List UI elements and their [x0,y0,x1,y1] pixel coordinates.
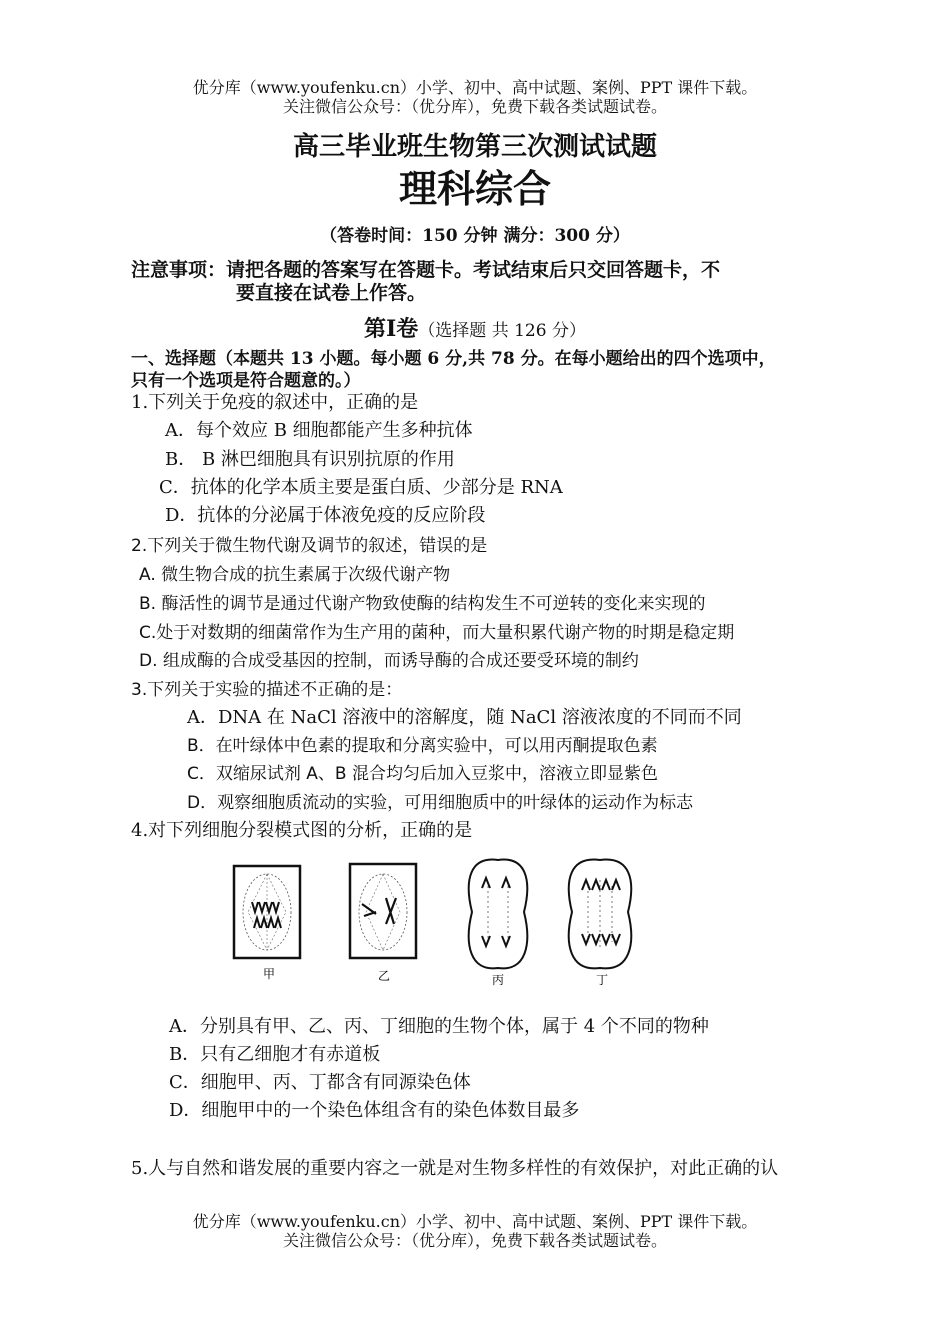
question-1-stem: 1.下列关于免疫的叙述中，正确的是 [131,392,419,413]
section-instructions-2: 只有一个选项是符合题意的。） [131,371,361,391]
section-instructions-1: 一、选择题（本题共 13 小题。每小题 6 分,共 78 分。在每小题给出的四个选项中， [131,349,776,369]
part-subtitle: （选择题 共 126 分） [418,321,586,341]
exam-subtitle: 理科综合 [398,167,551,211]
figure-label-ding: 丁 [596,973,609,987]
exam-time-info: （答卷时间：150 分钟 满分：300 分） [320,226,630,246]
question-4-stem: 4.对下列细胞分裂模式图的分析，正确的是 [131,820,473,841]
question-1-option-a: A．每个效应 B 细胞都能产生多种抗体 [165,420,473,441]
notice-line-1: 注意事项：请把各题的答案写在答题卡。考试结束后只交回答题卡，不 [131,259,721,281]
question-1-option-b: B． B 淋巴细胞具有识别抗原的作用 [165,449,455,470]
question-3-option-c: C．双缩尿试剂 A、B 混合均匀后加入豆浆中，溶液立即显紫色 [187,764,658,784]
question-3-option-b: B．在叶绿体中色素的提取和分离实验中，可以用丙酮提取色素 [187,736,658,756]
question-4-option-b: B．只有乙细胞才有赤道板 [169,1044,381,1065]
figure-label-jia: 甲 [263,967,276,981]
question-5-stem: 5.人与自然和谐发展的重要内容之一就是对生物多样性的有效保护，对此正确的认 [131,1158,779,1179]
part-heading [0,312,950,343]
footer-line-1: 优分库（www.youfenku.cn）小学、初中、高中试题、案例、PPT 课件下载。 [192,1212,758,1231]
question-4-option-c: C．细胞甲、丙、丁都含有同源染色体 [169,1072,471,1093]
question-2-option-b: B. 酶活性的调节是通过代谢产物致使酶的结构发生不可逆转的变化来实现的 [139,594,706,614]
question-2-stem: 2.下列关于微生物代谢及调节的叙述，错误的是 [131,536,488,556]
question-2-option-a: A. 微生物合成的抗生素属于次级代谢产物 [139,565,451,585]
cell-bing-diagram [469,860,528,969]
figure-label-bing: 丙 [492,973,505,987]
header-line-1: 优分库（www.youfenku.cn）小学、初中、高中试题、案例、PPT 课件下载。 [192,78,758,97]
question-3-stem: 3.下列关于实验的描述不正确的是： [131,680,403,700]
cell-jia-diagram [234,866,300,958]
cell-division-figure [226,850,652,992]
question-4-option-d: D．细胞甲中的一个染色体组含有的染色体数目最多 [169,1100,580,1121]
notice-line-2: 要直接在试卷上作答。 [236,282,427,304]
header-line-2: 关注微信公众号：（优分库），免费下载各类试题试卷。 [282,97,667,116]
figure-label-yi: 乙 [378,969,391,983]
exam-title: 高三毕业班生物第三次测试试题 [292,132,657,162]
question-1-option-d: D．抗体的分泌属于体液免疫的反应阶段 [165,505,486,526]
part-title: 第Ⅰ卷 [364,316,419,342]
question-1-option-c: C．抗体的化学本质主要是蛋白质、少部分是 RNA [159,477,563,498]
question-3-option-d: D．观察细胞质流动的实验，可用细胞质中的叶绿体的运动作为标志 [187,793,694,813]
cell-ding-diagram [569,860,631,969]
question-3-option-a: A．DNA 在 NaCl 溶液中的溶解度，随 NaCl 溶液浓度的不同而不同 [187,707,742,728]
footer-line-2: 关注微信公众号：（优分库），免费下载各类试题试卷。 [282,1231,667,1250]
question-4-option-a: A．分别具有甲、乙、丙、丁细胞的生物个体，属于 4 个不同的物种 [169,1016,709,1037]
question-2-option-d: D. 组成酶的合成受基因的控制，而诱导酶的合成还要受环境的制约 [139,651,639,671]
cell-yi-diagram [350,864,416,958]
question-2-option-c: C.处于对数期的细菌常作为生产用的菌种，而大量积累代谢产物的时期是稳定期 [139,623,735,643]
